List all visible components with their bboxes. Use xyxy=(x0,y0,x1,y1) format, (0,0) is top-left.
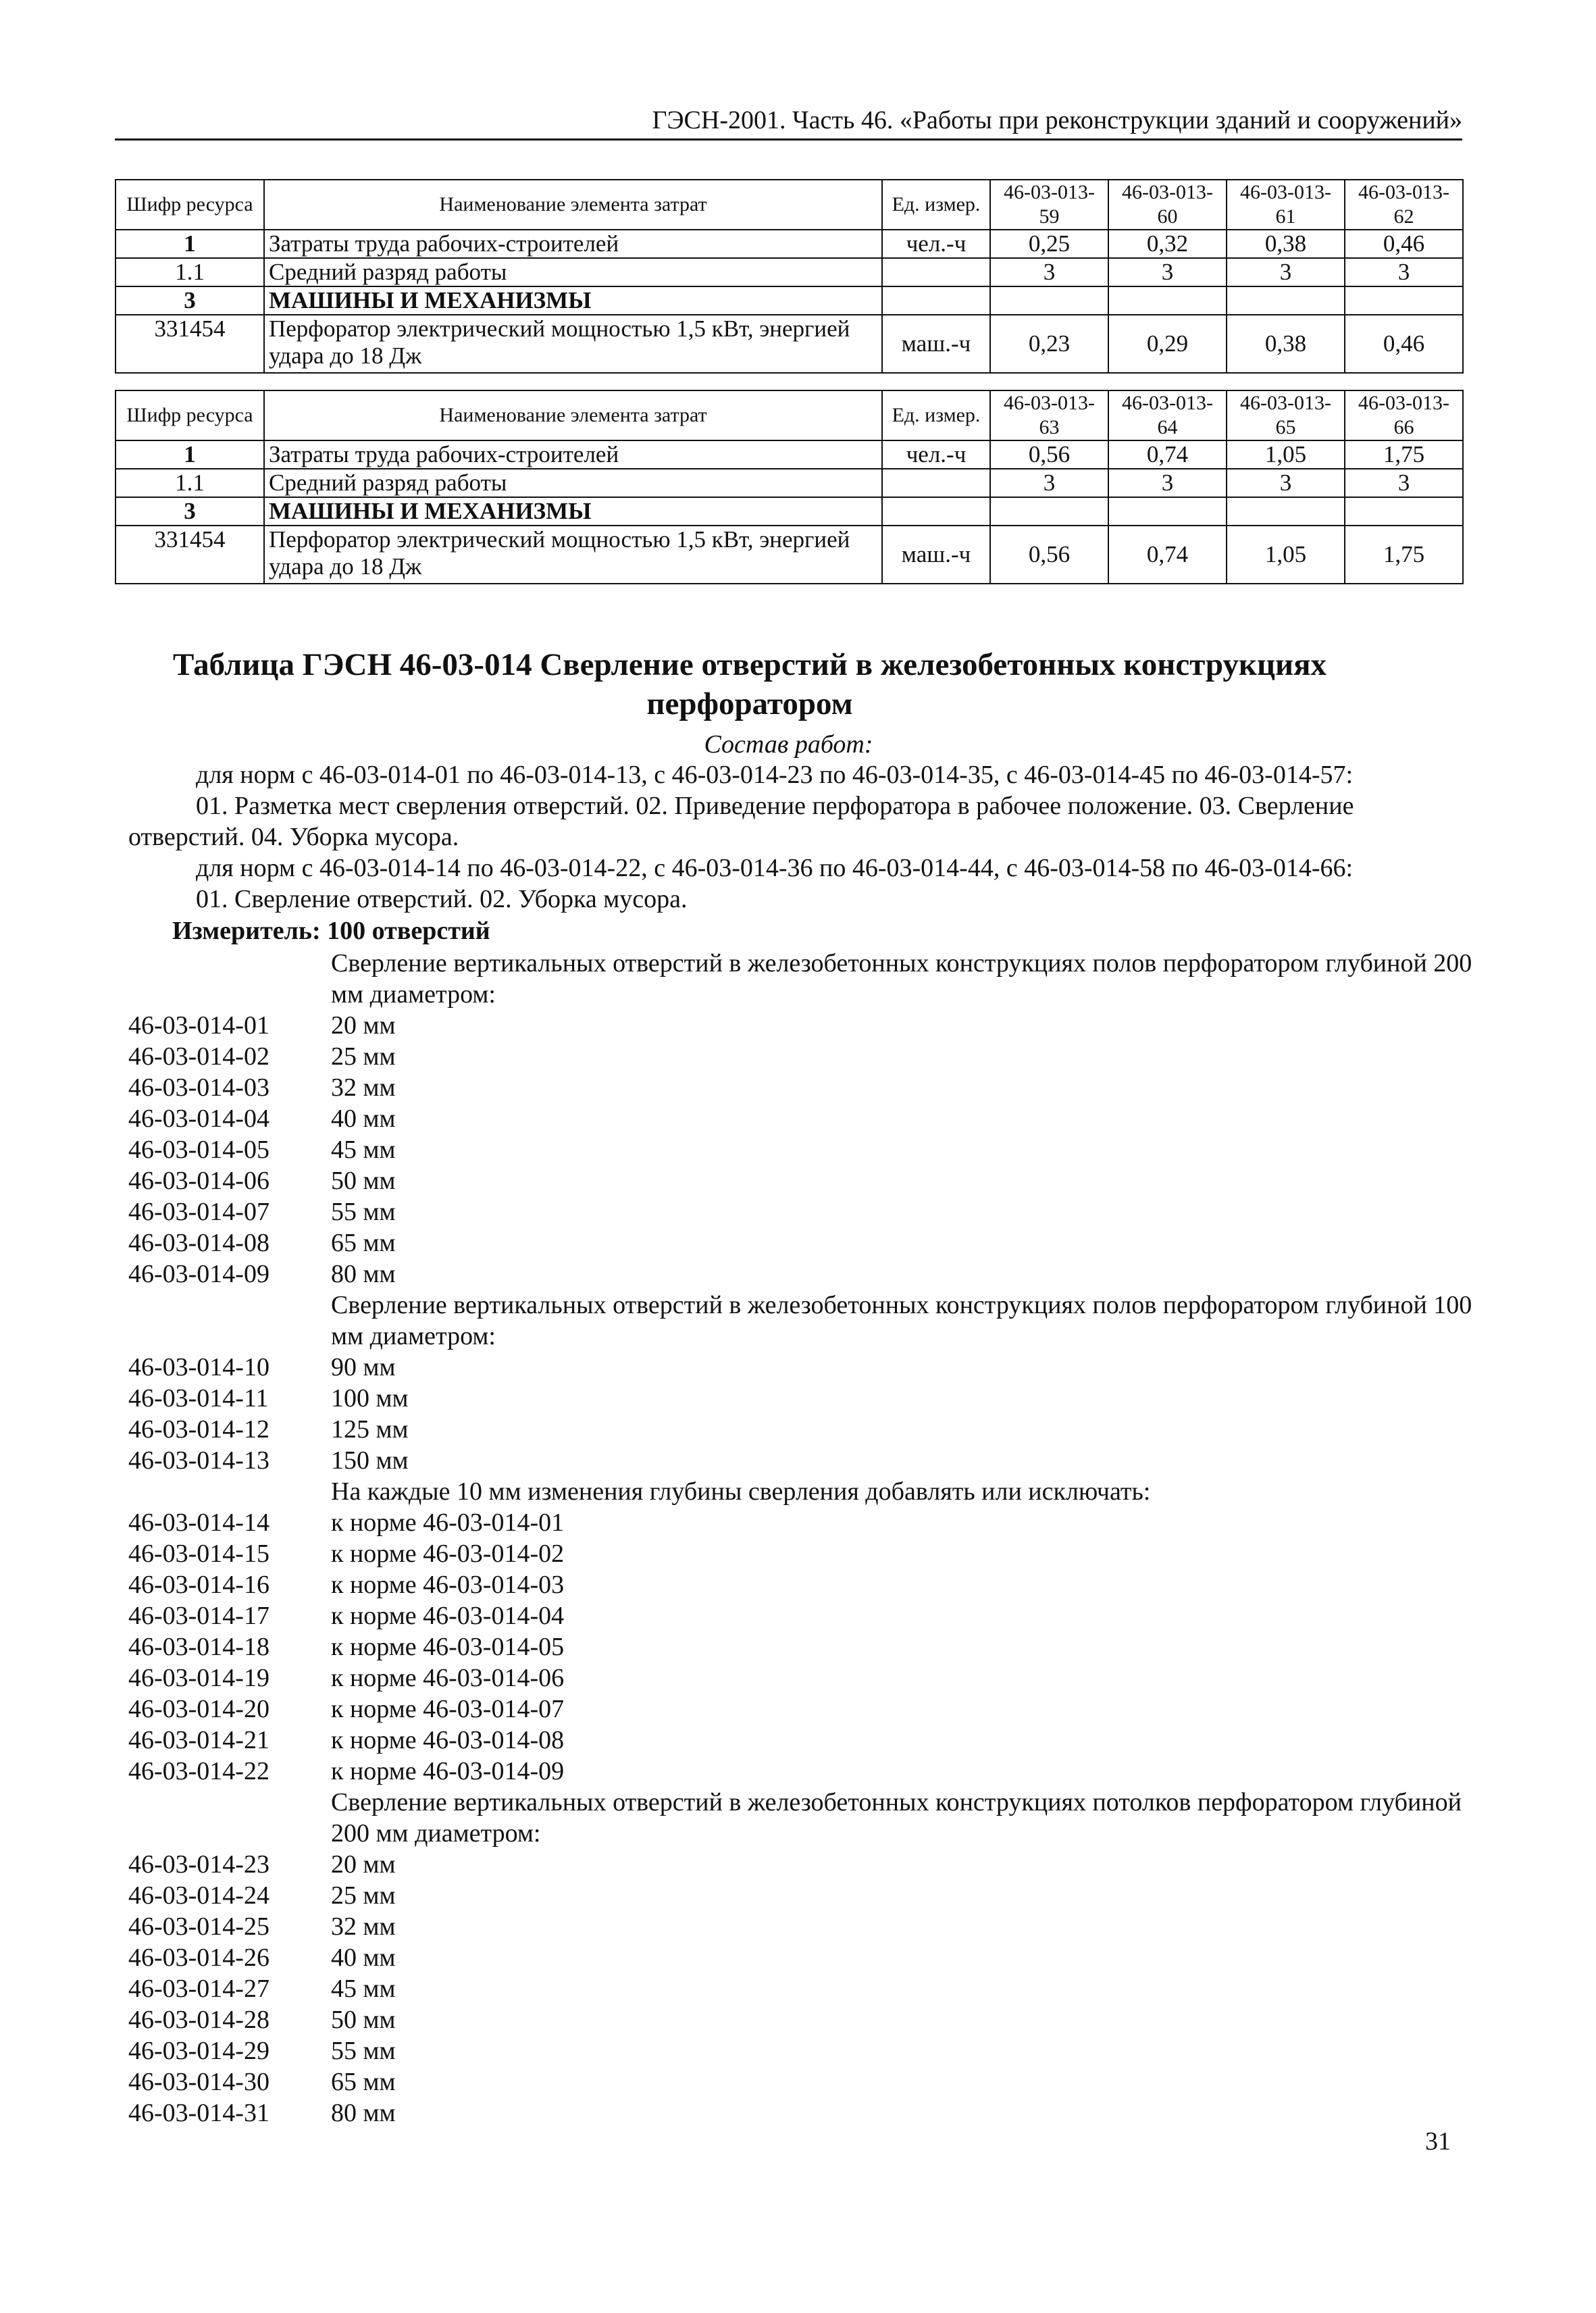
cell-code: 331454 xyxy=(115,526,264,584)
norm-code: 46-03-014-03 xyxy=(128,1073,269,1102)
cell-value: 3 xyxy=(1108,258,1227,286)
cell-value xyxy=(990,286,1108,315)
work-composition-label: Состав работ: xyxy=(704,730,873,759)
cell-name: Перфоратор электрический мощностью 1,5 кВт, энергией удара до 18 Дж xyxy=(264,315,882,373)
table-row xyxy=(115,497,1463,526)
norm-table-1 xyxy=(115,179,1464,374)
norm-value: 20 мм xyxy=(331,1850,396,1879)
norm-row xyxy=(128,1165,1472,1196)
norm-row xyxy=(128,1507,1472,1538)
norm-code: 46-03-014-18 xyxy=(128,1633,269,1661)
norm-code: 46-03-014-25 xyxy=(128,1912,269,1941)
norm-value: 50 мм xyxy=(331,2006,396,2034)
cell-value: 0,56 xyxy=(990,526,1108,584)
table-row xyxy=(115,315,1463,373)
norm-code: 46-03-014-22 xyxy=(128,1757,269,1785)
table-row xyxy=(115,526,1463,584)
norm-row xyxy=(128,1010,1472,1041)
norm-value: 40 мм xyxy=(331,1104,396,1133)
table-row xyxy=(115,469,1463,497)
norm-row xyxy=(128,1849,1472,1880)
col-header-code: Шифр ресурса xyxy=(115,390,264,440)
cell-value: 0,56 xyxy=(990,440,1108,469)
norm-value: к норме 46-03-014-07 xyxy=(331,1695,565,1723)
norm-code: 46-03-014-14 xyxy=(128,1508,269,1537)
norm-code: 46-03-014-29 xyxy=(128,2037,269,2065)
col-header-unit: Ед. измер. xyxy=(882,180,990,230)
norm-value: к норме 46-03-014-03 xyxy=(331,1571,565,1599)
work-paragraph: для норм с 46-03-014-01 по 46-03-014-13, с 46-03-014-23 по 46-03-014-35, с 46-03-014-45 по 46-03-014-57: xyxy=(196,761,1354,789)
norm-row xyxy=(128,1041,1472,1072)
group-title: На каждые 10 мм изменения глубины сверления добавлять или исключать: xyxy=(331,1477,1151,1506)
col-header-code: Шифр ресурса xyxy=(115,180,264,230)
group-list xyxy=(128,1010,1472,1290)
cell-name: МАШИНЫ И МЕХАНИЗМЫ xyxy=(264,286,882,315)
cell-code: 1 xyxy=(115,440,264,469)
norm-row xyxy=(128,1942,1472,1973)
table-title xyxy=(128,645,1371,723)
norm-row xyxy=(128,1538,1472,1569)
norm-code: 46-03-014-27 xyxy=(128,1975,269,2003)
cell-code: 1.1 xyxy=(115,469,264,497)
norm-code: 46-03-014-11 xyxy=(128,1384,269,1413)
norm-row xyxy=(128,2098,1472,2129)
table-row xyxy=(115,258,1463,286)
cell-value: 0,23 xyxy=(990,315,1108,373)
cell-value xyxy=(1108,286,1227,315)
norm-value: 80 мм xyxy=(331,2099,396,2127)
norm-row xyxy=(128,1880,1472,1911)
cell-value: 3 xyxy=(990,258,1108,286)
norm-value: 25 мм xyxy=(331,1881,396,1910)
norm-value: 25 мм xyxy=(331,1042,396,1071)
norm-code: 46-03-014-24 xyxy=(128,1881,269,1910)
norm-value: 100 мм xyxy=(331,1384,409,1413)
col-header-norm: 46-03-013-62 xyxy=(1345,180,1463,230)
norm-value: 55 мм xyxy=(331,1198,396,1226)
cell-code: 331454 xyxy=(115,315,264,373)
cell-value xyxy=(1227,286,1345,315)
norm-code: 46-03-014-20 xyxy=(128,1695,269,1723)
cell-unit: маш.-ч xyxy=(882,315,990,373)
norm-value: к норме 46-03-014-05 xyxy=(331,1633,565,1661)
norm-value: 32 мм xyxy=(331,1073,396,1102)
cell-name: Затраты труда рабочих-строителей xyxy=(264,230,882,258)
norm-row xyxy=(128,2035,1472,2066)
norm-value: 50 мм xyxy=(331,1167,396,1195)
norm-code: 46-03-014-19 xyxy=(128,1664,269,1692)
cell-value: 3 xyxy=(1345,258,1463,286)
norm-code: 46-03-014-17 xyxy=(128,1602,269,1630)
cell-value xyxy=(990,497,1108,526)
cell-code: 3 xyxy=(115,497,264,526)
norm-row xyxy=(128,1600,1472,1631)
col-header-norm: 46-03-013-59 xyxy=(990,180,1108,230)
norm-code: 46-03-014-06 xyxy=(128,1167,269,1195)
norm-value: к норме 46-03-014-01 xyxy=(331,1508,565,1537)
cell-code: 3 xyxy=(115,286,264,315)
group-list xyxy=(128,1352,1472,1476)
norm-code: 46-03-014-15 xyxy=(128,1540,269,1568)
cell-value xyxy=(1345,497,1463,526)
cell-value: 0,46 xyxy=(1345,230,1463,258)
cell-value: 3 xyxy=(990,469,1108,497)
norm-code: 46-03-014-09 xyxy=(128,1260,269,1288)
meter: Измеритель: 100 отверстий xyxy=(172,917,490,945)
cell-name: Средний разряд работы xyxy=(264,258,882,286)
norm-value: 45 мм xyxy=(331,1136,396,1164)
table-title-line: Таблица ГЭСН 46-03-014 Сверление отверстий в железобетонных конструкциях xyxy=(172,647,1327,682)
cell-value xyxy=(1345,286,1463,315)
cell-unit xyxy=(882,258,990,286)
cell-value: 3 xyxy=(1345,469,1463,497)
cell-name: Перфоратор электрический мощностью 1,5 кВт, энергией удара до 18 Дж xyxy=(264,526,882,584)
norm-code: 46-03-014-05 xyxy=(128,1136,269,1164)
cell-unit xyxy=(882,286,990,315)
norm-code: 46-03-014-13 xyxy=(128,1446,269,1475)
norm-row xyxy=(128,1352,1472,1383)
norm-code: 46-03-014-12 xyxy=(128,1415,269,1444)
table-row xyxy=(115,440,1463,469)
group-list xyxy=(128,1849,1472,2129)
work-composition xyxy=(128,759,1462,915)
header-rule xyxy=(115,138,1462,141)
norm-row xyxy=(128,1196,1472,1227)
norm-row xyxy=(128,1103,1472,1134)
norm-table-2 xyxy=(115,390,1464,584)
col-header-norm: 46-03-013-64 xyxy=(1108,390,1227,440)
cell-unit: чел.-ч xyxy=(882,230,990,258)
norm-code: 46-03-014-21 xyxy=(128,1726,269,1754)
norm-row xyxy=(128,1694,1472,1725)
norm-value: 80 мм xyxy=(331,1260,396,1288)
cell-name: МАШИНЫ И МЕХАНИЗМЫ xyxy=(264,497,882,526)
norm-row xyxy=(128,1911,1472,1942)
cell-value: 1,75 xyxy=(1345,526,1463,584)
norm-code: 46-03-014-04 xyxy=(128,1104,269,1133)
cell-value xyxy=(1227,497,1345,526)
cell-name: Затраты труда рабочих-строителей xyxy=(264,440,882,469)
norm-row xyxy=(128,1725,1472,1756)
norm-row xyxy=(128,1569,1472,1600)
norm-value: 125 мм xyxy=(331,1415,409,1444)
page-number: 31 xyxy=(1425,2127,1451,2156)
cell-unit: маш.-ч xyxy=(882,526,990,584)
cell-value: 0,74 xyxy=(1108,526,1227,584)
norm-value: к норме 46-03-014-08 xyxy=(331,1726,565,1754)
col-header-name: Наименование элемента затрат xyxy=(264,390,882,440)
col-header-unit: Ед. измер. xyxy=(882,390,990,440)
norm-code: 46-03-014-02 xyxy=(128,1042,269,1071)
norm-code: 46-03-014-01 xyxy=(128,1011,269,1040)
norm-value: к норме 46-03-014-09 xyxy=(331,1757,565,1785)
norm-row xyxy=(128,1662,1472,1694)
norm-code: 46-03-014-31 xyxy=(128,2099,269,2127)
norm-value: 90 мм xyxy=(331,1353,396,1381)
norm-row xyxy=(128,1227,1472,1259)
norm-value: 150 мм xyxy=(331,1446,409,1475)
norm-row xyxy=(128,1134,1472,1165)
col-header-norm: 46-03-013-65 xyxy=(1227,390,1345,440)
cell-value: 3 xyxy=(1227,258,1345,286)
norm-value: 20 мм xyxy=(331,1011,396,1040)
norm-code: 46-03-014-08 xyxy=(128,1229,269,1257)
col-header-norm: 46-03-013-61 xyxy=(1227,180,1345,230)
col-header-norm: 46-03-013-66 xyxy=(1345,390,1463,440)
cell-code: 1.1 xyxy=(115,258,264,286)
cell-value: 0,38 xyxy=(1227,315,1345,373)
cell-value: 1,75 xyxy=(1345,440,1463,469)
norm-row xyxy=(128,1414,1472,1445)
cell-value: 0,46 xyxy=(1345,315,1463,373)
norm-code: 46-03-014-30 xyxy=(128,2068,269,2096)
norm-code: 46-03-014-07 xyxy=(128,1198,269,1226)
group-title: Сверление вертикальных отверстий в железобетонных конструкциях полов перфоратором глубиной 100 мм диаметром: xyxy=(331,1291,1472,1350)
norm-value: 65 мм xyxy=(331,1229,396,1257)
col-header-norm: 46-03-013-63 xyxy=(990,390,1108,440)
page-header: ГЭСН-2001. Часть 46. «Работы при реконструкции зданий и сооружений» xyxy=(652,106,1462,134)
work-paragraph: 01. Сверление отверстий. 02. Уборка мусора. xyxy=(196,885,688,913)
col-header-norm: 46-03-013-60 xyxy=(1108,180,1227,230)
cell-code: 1 xyxy=(115,230,264,258)
norm-row xyxy=(128,1445,1472,1476)
work-paragraph: 01. Разметка мест сверления отверстий. 02. Приведение перфоратора в рабочее положение. 03. Сверление отверстий. 04. Уборка мусора. xyxy=(128,792,1354,851)
norm-value: к норме 46-03-014-06 xyxy=(331,1664,565,1692)
cell-name: Средний разряд работы xyxy=(264,469,882,497)
cell-value: 3 xyxy=(1108,469,1227,497)
cell-value: 0,38 xyxy=(1227,230,1345,258)
norm-value: к норме 46-03-014-02 xyxy=(331,1540,565,1568)
table-row xyxy=(115,286,1463,315)
norms-list xyxy=(128,948,1472,2129)
cell-unit xyxy=(882,469,990,497)
norm-row xyxy=(128,1973,1472,2004)
cell-value: 1,05 xyxy=(1227,526,1345,584)
norm-code: 46-03-014-28 xyxy=(128,2006,269,2034)
col-header-name: Наименование элемента затрат xyxy=(264,180,882,230)
cell-value: 0,25 xyxy=(990,230,1108,258)
norm-row xyxy=(128,1756,1472,1787)
norm-value: к норме 46-03-014-04 xyxy=(331,1602,565,1630)
cell-value xyxy=(1108,497,1227,526)
table-title-line: перфоратором xyxy=(646,686,853,721)
group-title: Сверление вертикальных отверстий в железобетонных конструкциях полов перфоратором глубиной 200 мм диаметром: xyxy=(331,949,1472,1009)
cell-value: 0,32 xyxy=(1108,230,1227,258)
work-paragraph: для норм с 46-03-014-14 по 46-03-014-22, с 46-03-014-36 по 46-03-014-44, с 46-03-014-58 по 46-03-014-66: xyxy=(196,854,1354,882)
norm-value: 55 мм xyxy=(331,2037,396,2065)
norm-code: 46-03-014-26 xyxy=(128,1943,269,1972)
norm-row xyxy=(128,2066,1472,2098)
norm-row xyxy=(128,1072,1472,1103)
cell-value: 0,74 xyxy=(1108,440,1227,469)
norm-code: 46-03-014-10 xyxy=(128,1353,269,1381)
cell-value: 3 xyxy=(1227,469,1345,497)
cell-value: 1,05 xyxy=(1227,440,1345,469)
norm-value: 32 мм xyxy=(331,1912,396,1941)
cell-value: 0,29 xyxy=(1108,315,1227,373)
norm-row xyxy=(128,1259,1472,1290)
norm-value: 65 мм xyxy=(331,2068,396,2096)
group-list xyxy=(128,1507,1472,1787)
table-row xyxy=(115,230,1463,258)
norm-row xyxy=(128,1383,1472,1414)
cell-unit xyxy=(882,497,990,526)
norm-value: 45 мм xyxy=(331,1975,396,2003)
cell-unit: чел.-ч xyxy=(882,440,990,469)
norm-code: 46-03-014-16 xyxy=(128,1571,269,1599)
norm-row xyxy=(128,2004,1472,2035)
norm-value: 40 мм xyxy=(331,1943,396,1972)
group-title: Сверление вертикальных отверстий в железобетонных конструкциях потолков перфоратором глубиной 200 мм диаметром: xyxy=(331,1788,1462,1848)
norm-row xyxy=(128,1631,1472,1662)
norm-code: 46-03-014-23 xyxy=(128,1850,269,1879)
